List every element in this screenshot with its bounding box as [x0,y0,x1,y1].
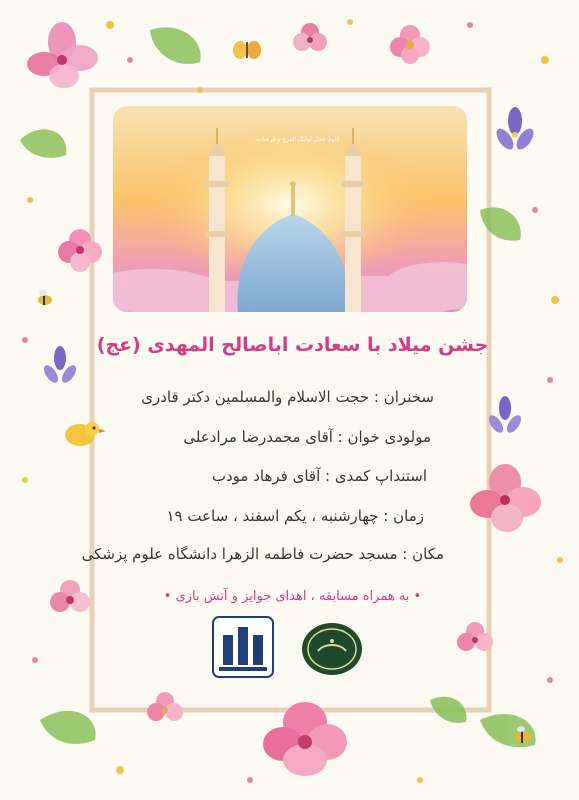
event-title: جشن میلاد با سعادت اباصالح المهدی (عج) [96,334,489,356]
mosque-seal-logo [300,621,364,677]
flower-icon [58,229,102,272]
flower-icon [50,580,90,612]
bird-icon [65,422,106,446]
butterfly-icon [233,41,261,59]
flower-icon [27,22,98,88]
time-line: زمان : چهارشنبه ، یکم اسفند ، ساعت ۱۹ [166,507,424,525]
speaker-line: سخنران : حجت الاسلام والمسلمین دکتر قادری [141,388,434,406]
eulogist-line: مولودی خوان : آقای محمدرضا مرادعلی [183,428,431,446]
flower-icon [293,23,327,51]
flower-icon [493,107,537,152]
flower-icon [41,346,79,385]
flower-icon [486,396,524,435]
bonus-line: • به همراه مسابقه ، اهدای جوایز و آتش بازی • [163,589,422,604]
university-logo [209,613,277,681]
flower-icon [470,464,541,532]
flower-icon [147,692,183,721]
flower-icon [390,25,430,64]
place-line: مکان : مسجد حضرت فاطمه الزهرا دانشگاه علوم پزشکی [81,545,444,563]
comedy-line: استنداپ کمدی : آقای فرهاد مودب [211,467,427,485]
prayer-text: اللهم عجل لولیک الفرج و فرجنا به [255,136,340,143]
flower-icon [263,702,347,776]
bee-icon [38,290,52,305]
